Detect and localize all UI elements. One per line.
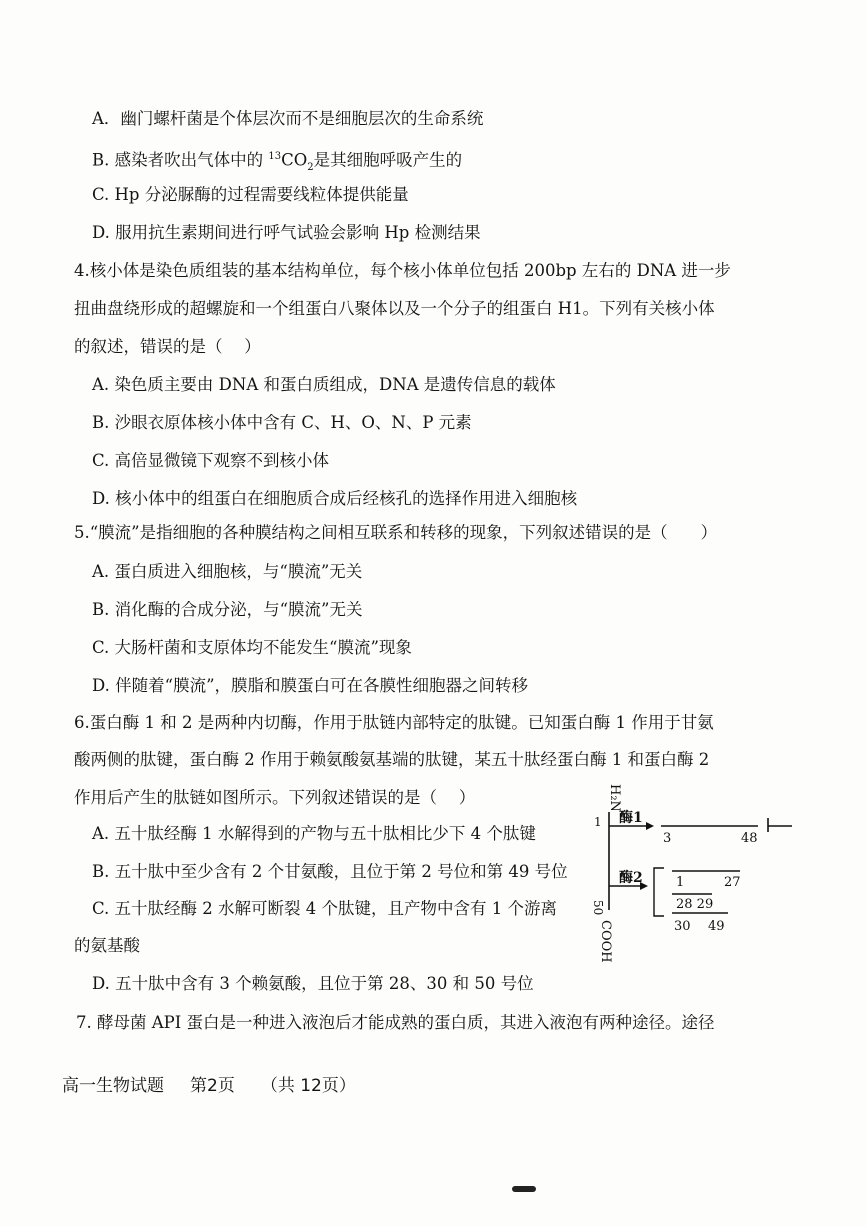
q3-option-b-co: CO: [281, 150, 308, 170]
fragment-1-27-start: 1: [676, 875, 685, 890]
scan-artifact: [512, 1186, 536, 1192]
q6-option-c: C. 五十肽经酶 2 水解可断裂 4 个肽键，且产物中含有 1 个游离: [92, 899, 557, 918]
q4-stem-line-3: 的叙述，错误的是（ ）: [74, 337, 261, 356]
q6-option-a: A. 五十肽经酶 1 水解得到的产物与五十肽相比少下 4 个肽键: [92, 824, 536, 843]
q3-option-d: D. 服用抗生素期间进行呼气试验会影响 Hp 检测结果: [92, 223, 481, 242]
footer-subject: 高一生物试题: [62, 1076, 164, 1096]
q6-option-c-continued: 的氨基酸: [74, 936, 140, 955]
q5-option-a: A. 蛋白质进入细胞核，与“膜流”无关: [92, 562, 363, 581]
q7-stem: 7. 酵母菌 API 蛋白是一种进入液泡后才能成熟的蛋白质，其进入液泡有两种途径。途径: [76, 1013, 715, 1032]
enzyme2-products-bracket: [654, 868, 664, 916]
enzyme1-free-residue-mark: I: [774, 822, 775, 823]
footer-total-pages: （共 12页）: [260, 1076, 356, 1096]
q6-option-b: B. 五十肽中至少含有 2 个甘氨酸，且位于第 2 号位和第 49 号位: [92, 862, 568, 881]
q4-option-a: A. 染色质主要由 DNA 和蛋白质组成，DNA 是遗传信息的载体: [92, 375, 556, 394]
q3-option-c: C. Hp 分泌脲酶的过程需要线粒体提供能量: [92, 185, 409, 204]
q4-option-d: D. 核小体中的组蛋白在细胞质合成后经核孔的选择作用进入细胞核: [92, 489, 578, 508]
enzyme1-label: 酶1: [619, 810, 643, 826]
page-footer: [62, 1071, 382, 1096]
n-terminal-label: H₂N: [607, 784, 622, 812]
enzyme1-product-end: 48: [741, 831, 758, 846]
q3-option-b: [92, 146, 462, 179]
q4-option-c: C. 高倍显微镜下观察不到核小体: [92, 451, 330, 470]
q5-stem: 5.“膜流”是指细胞的各种膜结构之间相互联系和转移的现象，下列叙述错误的是（ ）: [74, 523, 718, 542]
fragment-1-27-end: 27: [724, 875, 741, 890]
q5-option-c: C. 大肠杆菌和支原体均不能发生“膜流”现象: [92, 638, 412, 657]
fragment-30-49-end: 49: [708, 919, 725, 934]
q6-stem-line-3: 作用后产生的肽链如图所示。下列叙述错误的是（ ）: [74, 788, 476, 807]
enzyme1-arrowhead: [646, 822, 654, 830]
q6-stem-line-1: 6.蛋白酶 1 和 2 是两种内切酶，作用于肽链内部特定的肽键。已知蛋白酶 1 作用于甘氨: [74, 713, 714, 732]
q3-option-a: A．幽门螺杆菌是个体层次而不是细胞层次的生命系统: [92, 109, 484, 128]
enzyme2-label: 酶2: [619, 870, 643, 886]
q3-option-b-subscript: 2: [307, 161, 314, 173]
enzyme1-product-start: 3: [663, 831, 672, 846]
footer-page-number: 第2页: [190, 1076, 235, 1096]
q3-option-b-suffix: 是其细胞呼吸产生的: [313, 150, 463, 170]
q6-option-d: D. 五十肽中含有 3 个赖氨酸，且位于第 28、30 和 50 号位: [92, 974, 534, 993]
fragment-30-49-start: 30: [674, 919, 691, 934]
q4-stem-line-2: 扭曲盘绕形成的超螺旋和一个组蛋白八聚体以及一个分子的组蛋白 H1。下列有关核小体: [74, 299, 715, 318]
c-terminal-label: COOH: [598, 920, 613, 963]
q4-stem-line-1: 4.核小体是染色质组装的基本结构单位，每个核小体单位包括 200bp 左右的 DNA 进一步: [74, 261, 731, 280]
q3-option-b-isotope: 13: [268, 151, 282, 162]
q4-option-b: B. 沙眼衣原体核小体中含有 C、H、O、N、P 元素: [92, 413, 472, 432]
q6-stem-line-2: 酸两侧的肽键，蛋白酶 2 作用于赖氨酸氨基端的肽键，某五十肽经蛋白酶 1 和蛋白酶 2: [74, 750, 710, 769]
q3-option-b-prefix: B. 感染者吹出气体中的: [92, 150, 269, 170]
chain-start-number: 1: [594, 815, 602, 829]
peptide-cleavage-diagram: [588, 782, 798, 972]
chain-end-number: 50: [591, 900, 605, 916]
fragment-28-29-label: 28 29: [676, 897, 714, 912]
q5-option-d: D. 伴随着“膜流”，膜脂和膜蛋白可在各膜性细胞器之间转移: [92, 676, 529, 695]
q5-option-b: B. 消化酶的合成分泌，与“膜流”无关: [92, 600, 363, 619]
